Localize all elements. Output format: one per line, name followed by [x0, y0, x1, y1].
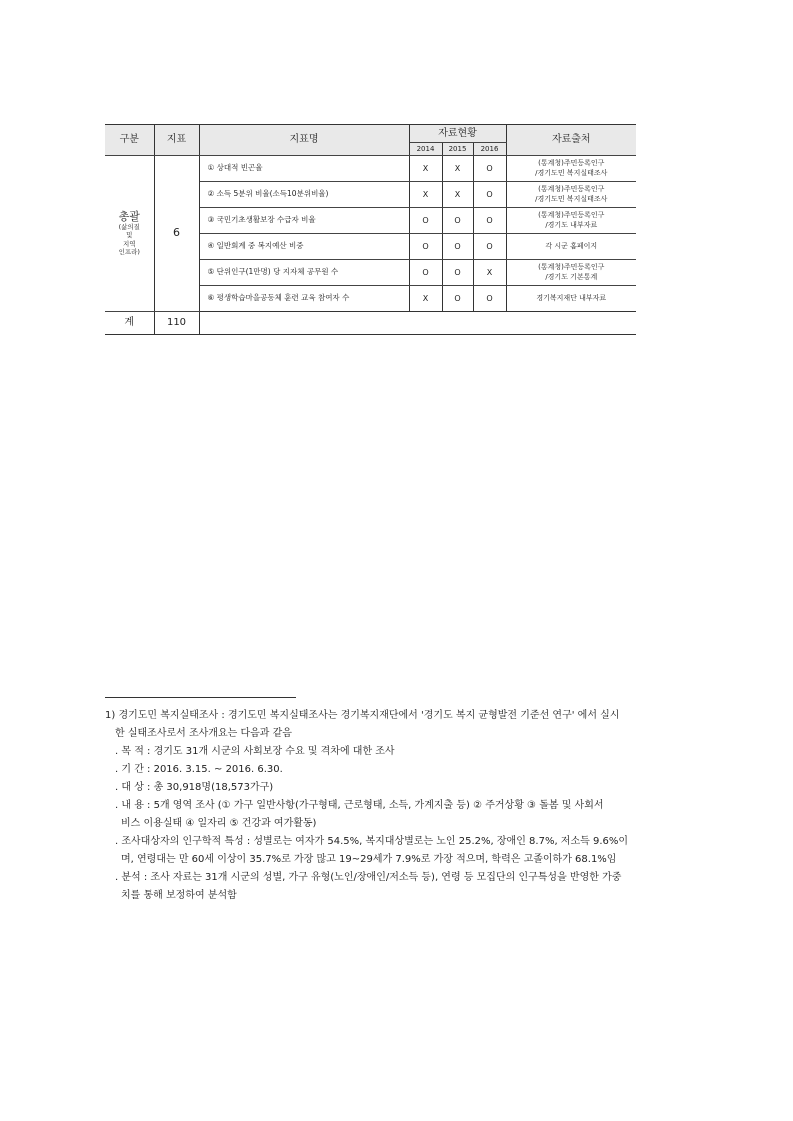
footnote-item-analysis-cont: 치를 통해 보정하여 분석함 — [121, 890, 237, 901]
data-source — [506, 208, 636, 234]
category-sub: 지역 — [122, 239, 136, 248]
source-line: /경기도 기본통계 — [545, 272, 598, 281]
footnote-item-content: . 내 용 : 5개 영역 조사 (① 가구 일반사항(가구형태, 근로형태, 소득, 가계지출 등) ② 주거상황 ③ 돌봄 및 사회서 — [115, 800, 604, 811]
status-2015: O — [442, 208, 473, 234]
status-2016: O — [473, 156, 506, 182]
status-2015: O — [442, 234, 473, 260]
header-data-status: 자료현황 — [409, 125, 506, 143]
group-count: 6 — [154, 156, 199, 312]
source-line: /경기도 내부자료 — [545, 220, 598, 229]
footnote-divider — [105, 697, 296, 698]
source-line: (통계청)주민등록인구 — [538, 185, 605, 194]
category-sub: (삶의질 — [118, 223, 140, 232]
footnote-lead: 1) 경기도민 복지실태조사 : 경기도민 복지실태조사는 경기복지재단에서 '경기도 복지 균형발전 기준선 연구' 에서 실시 — [105, 710, 620, 721]
source-line: /경기도민 복지실태조사 — [535, 168, 608, 177]
total-empty — [199, 312, 636, 335]
status-2016: O — [473, 286, 506, 312]
footnote — [105, 707, 640, 905]
status-2014: O — [409, 260, 442, 286]
table-header-row — [105, 125, 636, 143]
source-line: 각 시군 홈페이지 — [545, 241, 598, 250]
data-source — [506, 260, 636, 286]
header-year-2014: 2014 — [409, 143, 442, 156]
source-line: (통계청)주민등록인구 — [538, 211, 605, 220]
header-category: 구분 — [105, 125, 154, 156]
status-2016: X — [473, 260, 506, 286]
header-year-2015: 2015 — [442, 143, 473, 156]
indicator-name: ① 상대적 빈곤율 — [199, 156, 409, 182]
source-line: /경기도민 복지실태조사 — [535, 194, 608, 203]
indicator-name: ④ 일반회계 중 복지예산 비중 — [199, 234, 409, 260]
footnote-item-target: . 대 상 : 총 30,918명(18,573가구) — [115, 782, 274, 793]
header-indicator-count: 지표 — [154, 125, 199, 156]
header-indicator-name: 지표명 — [199, 125, 409, 156]
table-row — [105, 156, 636, 182]
total-label: 계 — [105, 312, 154, 335]
category-main: 총괄 — [118, 210, 140, 224]
data-source — [506, 182, 636, 208]
indicator-name: ⑤ 단위인구(1만명) 당 지자체 공무원 수 — [199, 260, 409, 286]
indicator-name: ⑥ 평생학습마을공동체 훈련 교육 참여자 수 — [199, 286, 409, 312]
header-year-2016: 2016 — [473, 143, 506, 156]
indicator-table — [105, 124, 636, 335]
header-data-source: 자료출처 — [506, 125, 636, 156]
data-source — [506, 234, 636, 260]
footnote-item-analysis: . 분석 : 조사 자료는 31개 시군의 성별, 가구 유형(노인/장애인/저소득 등), 연령 등 모집단의 인구특성을 반영한 가중 — [115, 872, 622, 883]
indicator-name: ② 소득 5분위 비율(소득10분위비율) — [199, 182, 409, 208]
footnote-item-purpose: . 목 적 : 경기도 31개 시군의 사회보장 수요 및 격차에 대한 조사 — [115, 746, 395, 757]
status-2015: O — [442, 260, 473, 286]
data-source — [506, 286, 636, 312]
indicator-name: ③ 국민기초생활보장 수급자 비율 — [199, 208, 409, 234]
status-2016: O — [473, 182, 506, 208]
status-2014: X — [409, 182, 442, 208]
category-sub: 및 — [126, 231, 133, 240]
source-line: (통계청)주민등록인구 — [538, 159, 605, 168]
footnote-item-period: . 기 간 : 2016. 3.15. ~ 2016. 6.30. — [115, 764, 283, 775]
status-2014: O — [409, 234, 442, 260]
footnote-item-demographics-cont: 며, 연령대는 만 60세 이상이 35.7%로 가장 많고 19~29세가 7.9%로 가장 적으며, 학력은 고졸이하가 68.1%임 — [121, 854, 617, 865]
status-2016: O — [473, 208, 506, 234]
status-2016: O — [473, 234, 506, 260]
status-2015: O — [442, 286, 473, 312]
footnote-item-demographics: . 조사대상자의 인구학적 특성 : 성별로는 여자가 54.5%, 복지대상별로는 노인 25.2%, 장애인 8.7%, 저소득 9.6%이 — [115, 836, 629, 847]
group-category — [105, 156, 154, 312]
status-2015: X — [442, 182, 473, 208]
status-2014: X — [409, 156, 442, 182]
status-2015: X — [442, 156, 473, 182]
status-2014: X — [409, 286, 442, 312]
footnote-line: 한 실태조사로서 조사개요는 다음과 같음 — [115, 728, 292, 739]
status-2014: O — [409, 208, 442, 234]
total-count: 110 — [154, 312, 199, 335]
footnote-item-content-cont: 비스 이용실태 ④ 일자리 ⑤ 건강과 여가활동) — [121, 818, 317, 829]
total-row — [105, 312, 636, 335]
source-line: 경기복지재단 내부자료 — [536, 293, 607, 302]
category-sub: 인프라) — [118, 247, 140, 256]
source-line: (통계청)주민등록인구 — [538, 263, 605, 272]
data-source — [506, 156, 636, 182]
